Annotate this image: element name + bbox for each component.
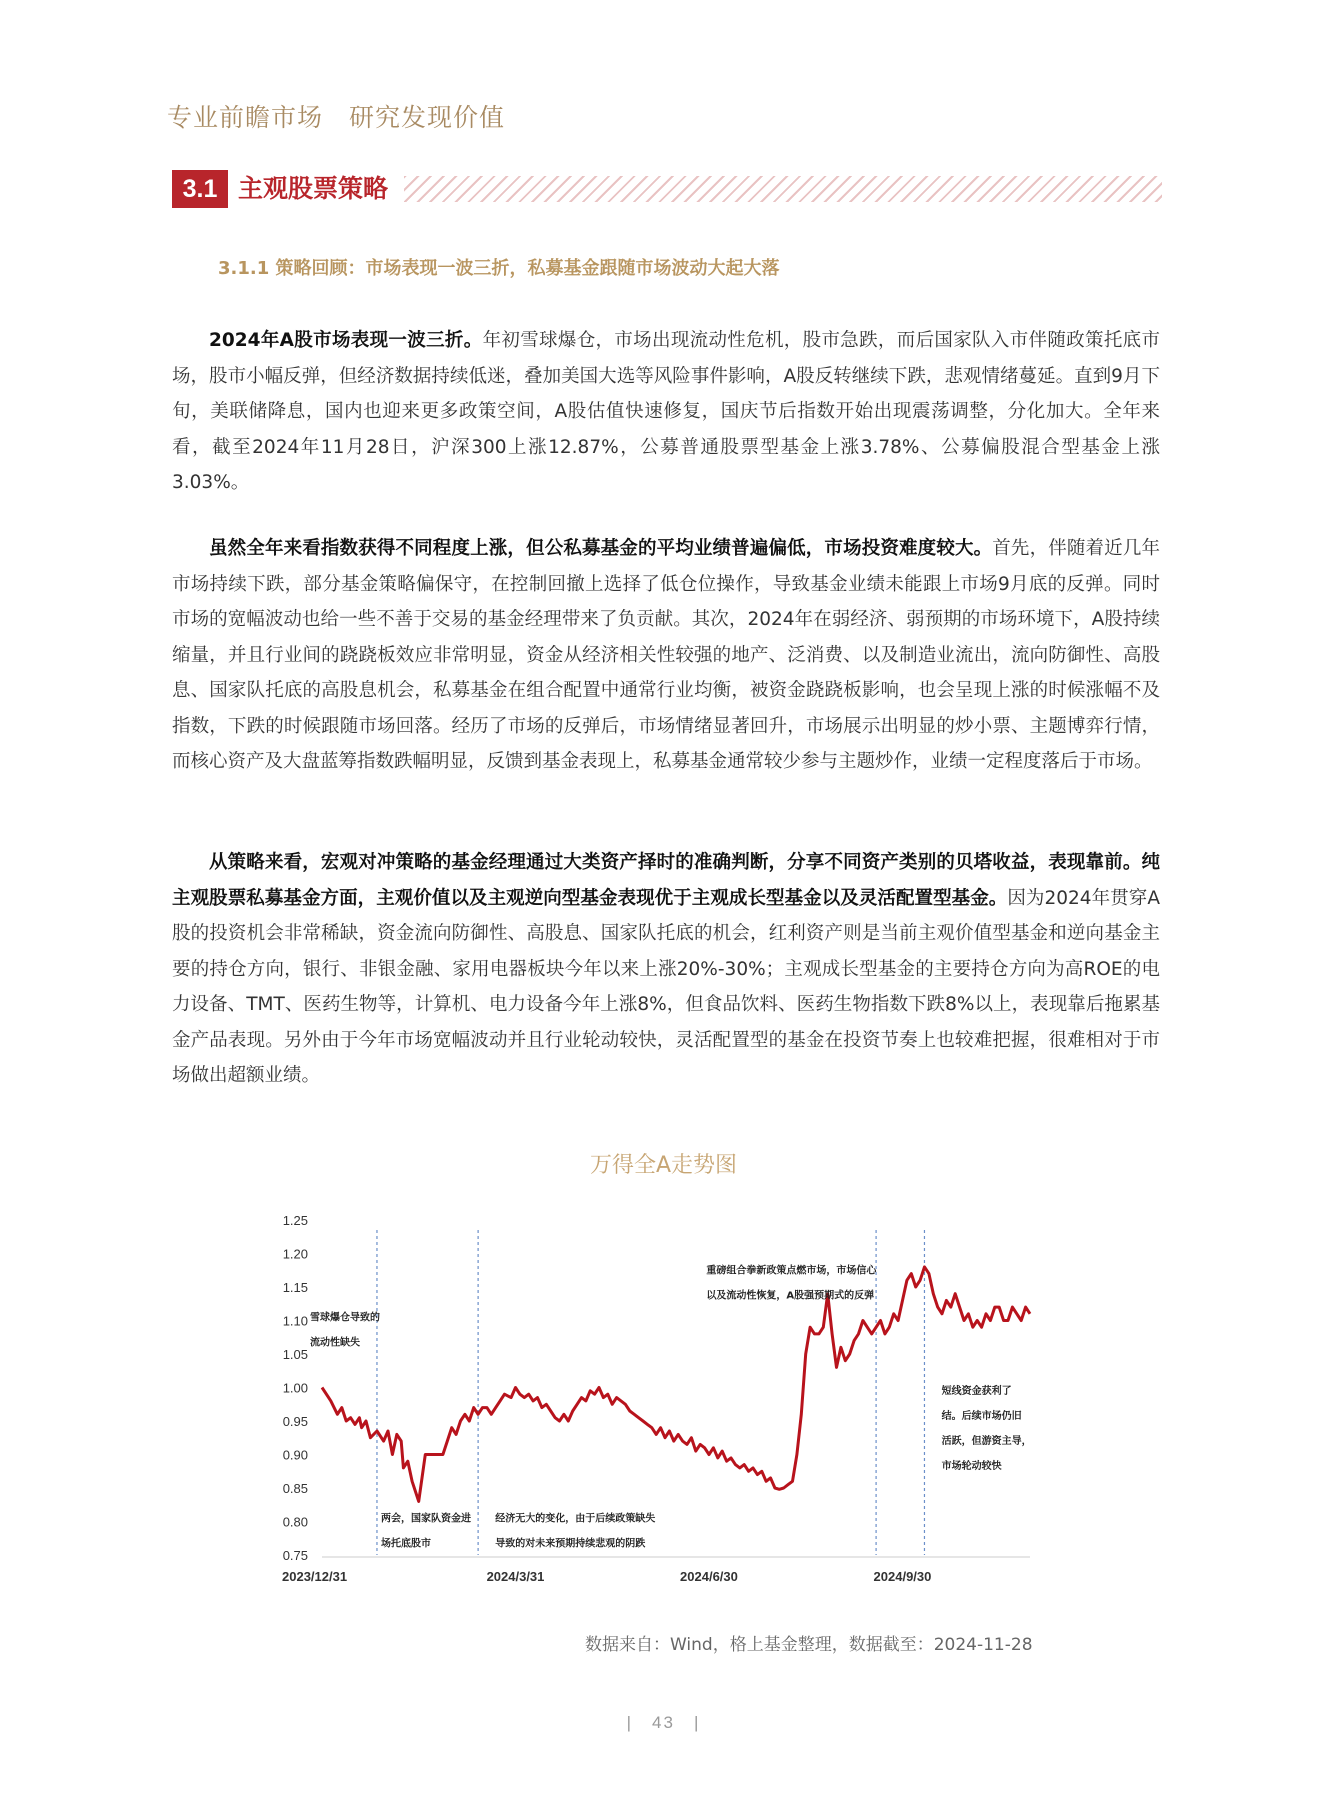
y-tick-label: 1.20 [282,1246,308,1262]
chart-annotation [495,1512,655,1550]
paragraph-3-lead: 从策略来看，宏观对冲策略的基金经理通过大类资产择时的准确判断，分享不同资产类别的贝塔收益，表现靠前。纯主观股票私募基金方面，主观价值以及主观逆向型基金表现优于主观成长型基金以及灵活配置型基金。 [172,852,1160,909]
paragraph-2-body: 首先，伴随着近几年市场持续下跌，部分基金策略偏保守，在控制回撤上选择了低仓位操作，导致基金业绩未能跟上市场9月底的反弹。同时市场的宽幅波动也给一些不善于交易的基金经理带来了负贡献。其次，2024年在弱经济、弱预期的市场环境下，A股持续缩量，并且行业间的跷跷板效应非常明显，资金从经济相关性较强的地产、泛消费、以及制造业流出，流向防御性、高股息、国家队托底的高股息机会，私募基金在组合配置中通常行业均衡，被资金跷跷板影响，也会呈现上涨的时候涨幅不及指数，下跌的时候跟随市场回落。经历了市场的反弹后，市场情绪显著回升，市场展示出明显的炒小票、主题博弈行情，而核心资产及大盘蓝筹指数跌幅明显，反馈到基金表现上，私募基金通常较少参与主题炒作，业绩一定程度落后于市场。 [172,538,1160,772]
paragraph-2-lead: 虽然全年来看指数获得不同程度上涨，但公私募基金的平均业绩普遍偏低，市场投资难度较大。 [209,538,993,559]
annotation-text: 短线资金获利了 [941,1386,1012,1398]
y-tick-label: 1.00 [282,1380,308,1396]
page-number: | 43 | [626,1713,701,1732]
section-title: 主观股票策略 [238,174,389,203]
y-tick-label: 0.80 [282,1514,308,1530]
y-tick-label: 1.05 [282,1347,308,1362]
chart-annotation [381,1512,471,1550]
y-tick-label: 1.10 [282,1313,308,1329]
chart-annotation [706,1264,877,1302]
line-chart [270,1195,1050,1615]
paragraph-2 [172,531,1160,780]
annotation-text: 结。后续市场仍旧 [941,1411,1022,1423]
annotation-text: 市场轮动较快 [941,1461,1002,1473]
annotation-text: 经济无大的变化，由于后续政策缺失 [495,1513,656,1525]
header-hatch-decoration [404,176,1162,202]
section-header [172,170,1162,208]
y-tick-label: 1.15 [282,1280,308,1295]
data-source-note: 数据来自：Wind，格上基金整理，数据截至：2024-11-28 [585,1635,1033,1655]
y-tick-label: 1.25 [282,1213,308,1228]
paragraph-1-body: 年初雪球爆仓，市场出现流动性危机，股市急跌，而后国家队入市伴随政策托底市场，股市小幅反弹，但经济数据持续低迷，叠加美国大选等风险事件影响，A股反转继续下跌，悲观情绪蔓延。直到9月下旬，美联储降息，国内也迎来更多政策空间，A股估值快速修复，国庆节后指数开始出现震荡调整，分化加大。全年来看，截至2024年11月28日，沪深300上涨12.87%，公募普通股票型基金上涨3.78%、公募偏股混合型基金上涨3.03%。 [172,330,1160,493]
y-tick-label: 0.85 [282,1481,308,1496]
y-tick-label: 0.75 [282,1548,308,1563]
annotation-text: 雪球爆仓导致的 [310,1312,380,1324]
annotation-text: 以及流动性恢复，A股强预期式的反弹 [706,1290,875,1302]
paragraph-3-body: 因为2024年贯穿A股的投资机会非常稀缺，资金流向防御性、高股息、国家队托底的机会，红利资产则是当前主观价值型基金和逆向基金主要的持仓方向，银行、非银金融、家用电器板块今年以来上涨20%-30%；主观成长型基金的主要持仓方向为高ROE的电力设备、TMT、医药生物等，计算机、电力设备今年上涨8%，但食品饮料、医药生物指数下跌8%以上，表现靠后拖累基金产品表现。另外由于今年市场宽幅波动并且行业轮动较快，灵活配置型的基金在投资节奏上也较难把握，很难相对于市场做出超额业绩。 [172,887,1160,1086]
annotation-text: 流动性缺失 [310,1337,360,1349]
y-tick-label: 0.95 [282,1414,308,1429]
chart-annotation [310,1311,380,1349]
chart-title: 万得全A走势图 [589,1153,738,1178]
series-line [322,1267,1030,1502]
annotation-text: 重磅组合拳新政策点燃市场，市场信心 [706,1265,877,1277]
header-tagline: 专业前瞻市场 研究发现价值 [167,103,506,132]
chart-annotation [942,1384,1032,1472]
y-tick-label: 0.90 [282,1447,308,1463]
annotation-text: 场托底股市 [380,1538,431,1550]
paragraph-1-lead: 2024年A股市场表现一波三折。 [209,330,483,351]
annotation-text: 活跃，但游资主导， [941,1436,1032,1448]
subsection-title: 3.1.1 策略回顾：市场表现一波三折，私募基金跟随市场波动大起大落 [218,258,780,279]
section-number: 3.1 [172,170,228,208]
paragraph-3 [172,845,1160,1094]
x-tick-label: 2024/6/30 [680,1569,738,1584]
paragraph-1 [172,323,1160,501]
x-tick-label: 2024/3/31 [486,1569,545,1584]
x-tick-label: 2024/9/30 [873,1569,932,1584]
annotation-text: 导致的对未来预期持续悲观的阴跌 [495,1538,646,1550]
x-tick-label: 2023/12/31 [282,1569,348,1584]
annotation-text: 两会，国家队资金进 [380,1513,471,1525]
